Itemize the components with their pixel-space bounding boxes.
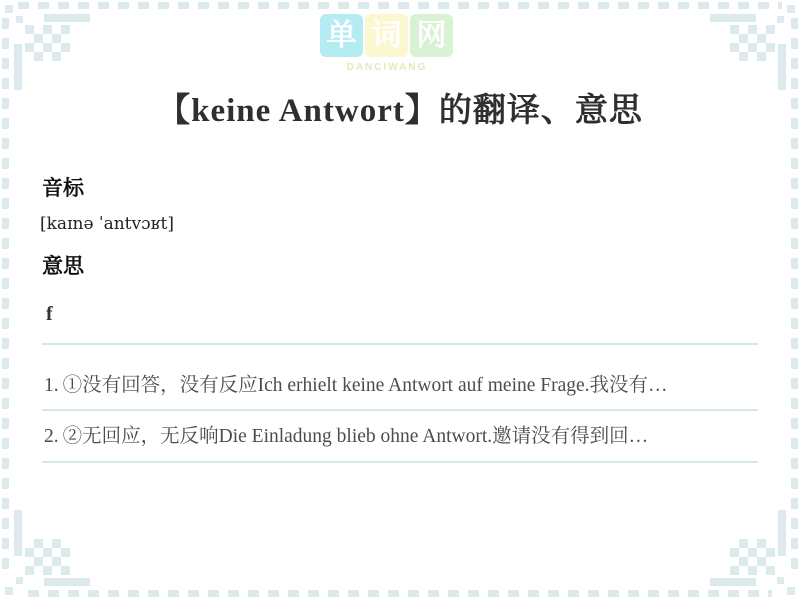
logo-block-ci: 词	[365, 14, 408, 57]
border-bottom-dashes	[28, 590, 772, 597]
page-title: 【keine Antwort】的翻译、意思	[157, 93, 643, 129]
meaning-item-number: 1.	[44, 375, 59, 396]
corner-ornament-top-left-icon	[0, 0, 90, 90]
meaning-item-text: ②无回应，无反响Die Einladung blieb ohne Antwort.邀请没有得到回…	[62, 426, 649, 447]
logo-subtitle: DANCIWANG	[346, 62, 428, 73]
logo-block-wang: 网	[410, 14, 453, 57]
corner-ornament-top-right-icon	[710, 0, 800, 90]
meaning-item-2[interactable]	[44, 424, 758, 450]
meaning-item-text: ①没有回答，没有反应Ich erhielt keine Antwort auf meine Frage.我没有…	[62, 375, 668, 396]
phonetic-section-label: 音标	[42, 176, 84, 200]
border-top-dashes	[18, 2, 782, 9]
meaning-section-label: 意思	[42, 254, 84, 278]
site-logo[interactable]	[320, 14, 454, 73]
divider	[42, 343, 758, 345]
corner-ornament-bottom-right-icon	[710, 510, 800, 600]
corner-ornament-bottom-left-icon	[0, 510, 90, 600]
gender-marker: f	[46, 303, 53, 325]
divider	[42, 461, 758, 463]
phonetic-value: [kaɪnə ˈantvɔʁt]	[40, 214, 174, 234]
divider	[42, 409, 758, 411]
meaning-item-number: 2.	[44, 426, 59, 447]
logo-blocks	[320, 14, 454, 57]
meaning-item-1[interactable]	[44, 373, 758, 399]
logo-block-dan: 单	[320, 14, 363, 57]
